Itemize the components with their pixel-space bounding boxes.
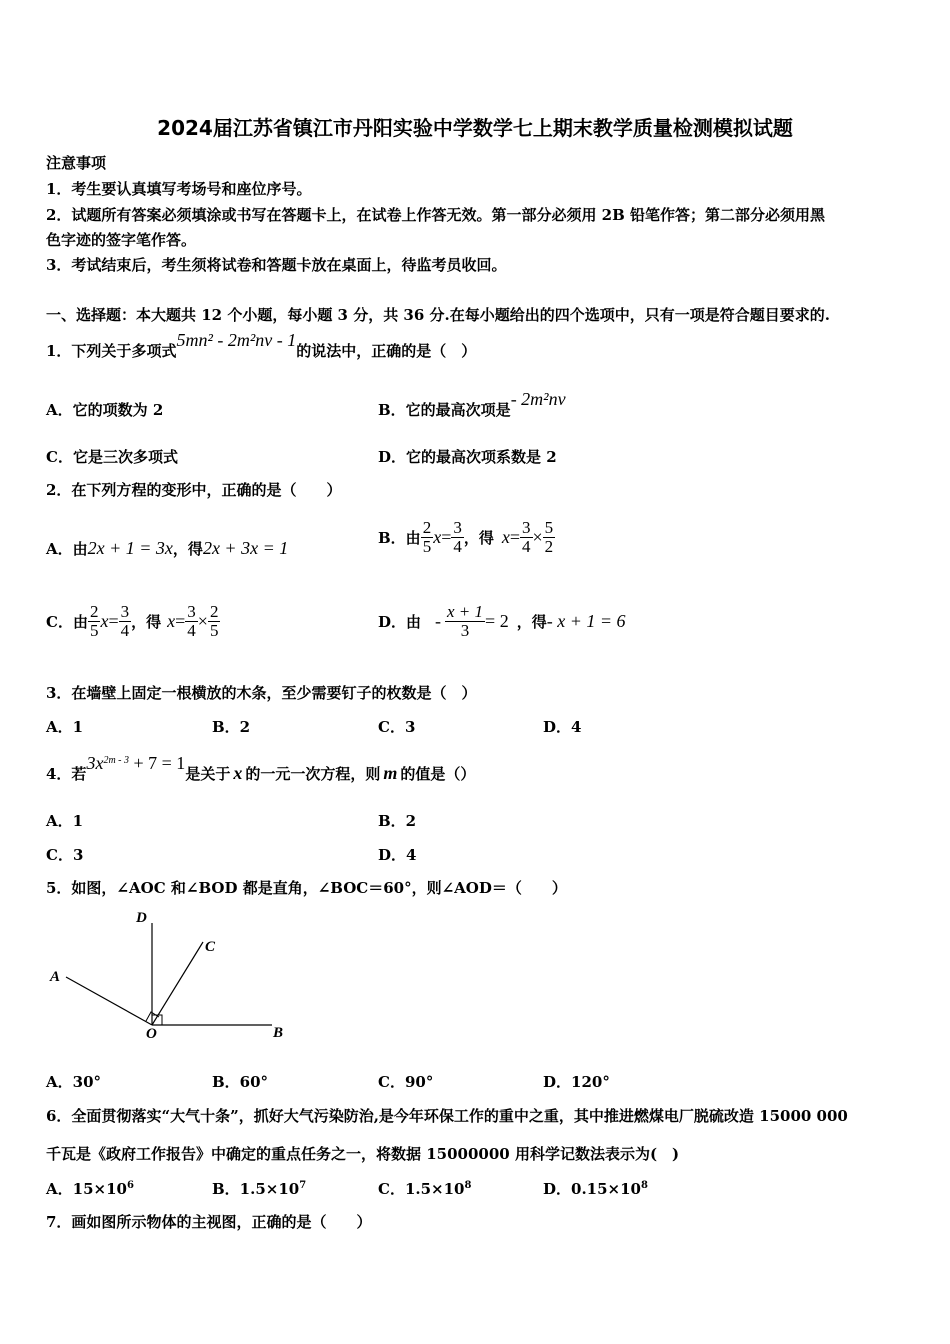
q6-c-text: C．1.5×10 xyxy=(378,1180,465,1198)
q1-stem xyxy=(46,330,477,361)
q4-post1: 是关于 xyxy=(185,765,231,783)
q6-a-text: A．15×10 xyxy=(46,1180,127,1198)
q4-var-x: x xyxy=(233,763,243,783)
label-c: C xyxy=(205,939,216,955)
q2-d-minus: - xyxy=(435,610,442,631)
q2-b-label: B．由 xyxy=(378,528,421,547)
q2-c-frac2 xyxy=(119,603,132,640)
q2-b-frac2 xyxy=(451,519,464,556)
q2-b-mid: ，得 xyxy=(463,528,494,547)
q6-option-a xyxy=(46,1178,134,1199)
q2-b-frac1 xyxy=(421,519,434,556)
q2-b-frac4 xyxy=(543,519,556,556)
q2-d-mid: ，得 xyxy=(516,612,547,631)
q2-a-label: A．由 xyxy=(46,540,88,558)
label-a: A xyxy=(50,969,61,985)
q2-c-x2: x xyxy=(167,610,176,631)
q2-c-frac4-den: 5 xyxy=(209,620,219,640)
q4-expr-base: 3x xyxy=(86,753,104,773)
q3-option-c: C．3 xyxy=(378,718,416,736)
q1-option-d: D．它的最高次项系数是 2 xyxy=(378,448,557,466)
q2-b-x2: x xyxy=(501,526,510,547)
q2-c-frac2-den: 4 xyxy=(120,620,130,640)
q3-option-a: A．1 xyxy=(46,718,84,736)
q6-option-c xyxy=(378,1178,471,1199)
q2-c-label: C．由 xyxy=(46,612,88,631)
q4-option-d: D．4 xyxy=(378,846,417,864)
q2-a-eq1: 2x + 1 = 3x xyxy=(87,538,173,558)
q2-c-frac4-num: 2 xyxy=(209,601,219,621)
q5-option-d: D．120° xyxy=(543,1073,610,1091)
q6-b-exp: 7 xyxy=(299,1180,307,1191)
q4-pre: 4．若 xyxy=(46,765,87,783)
q5-option-b: B．60° xyxy=(212,1073,269,1091)
q4-option-c: C．3 xyxy=(46,846,84,864)
q2-b-frac1-den: 5 xyxy=(422,536,432,556)
q2-d-eq: = 2 xyxy=(485,610,509,631)
q1-option-b-label: B．它的最高次项是 xyxy=(378,401,511,419)
q2-b-frac4-den: 2 xyxy=(544,536,554,556)
q2-b-frac3 xyxy=(520,519,533,556)
q6-d-exp: 8 xyxy=(640,1180,648,1191)
q2-a-mid: ，得 xyxy=(172,540,203,558)
q2-b-times: × xyxy=(532,526,543,547)
q2-option-c xyxy=(46,596,220,646)
notice-heading: 注意事项 xyxy=(46,154,107,172)
q2-b-eq: = xyxy=(441,526,452,547)
q2-c-mid: ，得 xyxy=(131,612,162,631)
q2-c-times: × xyxy=(197,610,208,631)
q1-option-a: A．它的项数为 2 xyxy=(46,401,164,419)
q2-c-eq2: = xyxy=(175,610,186,631)
ray-oa xyxy=(66,977,152,1025)
q1-option-b xyxy=(378,389,566,420)
notice-item-2: 2．试题所有答案必须填涂或书写在答题卡上，在试卷上作答无效。第一部分必须用 2B 铅笔作答；第二部分必须用黑 xyxy=(46,206,826,224)
q3-stem: 3．在墙壁上固定一根横放的木条，至少需要钉子的枚数是（ ） xyxy=(46,684,477,702)
q6-option-b xyxy=(212,1178,306,1199)
ray-oc xyxy=(152,942,203,1025)
q1-option-c: C．它是三次多项式 xyxy=(46,448,178,466)
q2-b-x: x xyxy=(433,526,442,547)
q4-stem xyxy=(46,753,476,784)
q5-option-a: A．30° xyxy=(46,1073,102,1091)
q2-b-frac1-num: 2 xyxy=(422,517,432,537)
q2-d-eq2: - x + 1 = 6 xyxy=(546,610,626,631)
label-o: O xyxy=(146,1026,157,1042)
q2-c-frac1-den: 5 xyxy=(89,620,99,640)
q2-d-label: D．由 xyxy=(378,612,422,631)
q5-stem: 5．如图，∠AOC 和∠BOD 都是直角，∠BOC＝60°，则∠AOD＝（ ） xyxy=(46,879,567,897)
q2-c-x: x xyxy=(100,610,109,631)
notice-item-3: 3．考试结束后，考生须将试卷和答题卡放在桌面上，待监考员收回。 xyxy=(46,256,507,274)
q2-c-frac3-num: 3 xyxy=(187,601,196,621)
q6-c-exp: 8 xyxy=(464,1180,472,1191)
q2-c-frac1 xyxy=(88,603,101,640)
q2-b-frac2-den: 4 xyxy=(453,536,462,556)
q6-a-exp: 6 xyxy=(126,1180,134,1191)
q2-b-eq2: = xyxy=(509,526,521,547)
q2-option-a xyxy=(46,538,288,559)
q6-d-text: D．0.15×10 xyxy=(543,1180,641,1198)
q2-d-frac-num: x + 1 xyxy=(447,601,484,621)
q1-option-b-expr: - 2m²nv xyxy=(510,389,566,409)
label-d: D xyxy=(136,910,147,926)
q2-c-frac3-den: 4 xyxy=(187,620,196,640)
notice-item-1: 1．考生要认真填写考场号和座位序号。 xyxy=(46,180,312,198)
q2-c-frac3 xyxy=(185,603,198,640)
q6-stem-line1: 6．全面贯彻落实“大气十条”，抓好大气污染防治,是今年环保工作的重中之重，其中推进燃煤电厂脱硫改造 15000 000 xyxy=(46,1107,848,1125)
q4-post2: 的一元一次方程，则 xyxy=(245,765,381,783)
q2-a-eq2: 2x + 3x = 1 xyxy=(202,538,289,558)
q2-b-frac3-den: 4 xyxy=(522,536,531,556)
q2-c-frac2-num: 3 xyxy=(120,601,130,621)
q2-b-frac2-num: 3 xyxy=(453,517,462,537)
q2-b-frac3-num: 3 xyxy=(522,517,531,537)
q5-angle-figure xyxy=(40,905,300,1045)
label-b: B xyxy=(273,1025,284,1041)
q6-stem-line2: 千瓦是《政府工作报告》中确定的重点任务之一，将数据 15000000 用科学记数法表示为( ) xyxy=(46,1145,680,1163)
q2-b-frac4-num: 5 xyxy=(544,517,554,537)
q6-b-text: B．1.5×10 xyxy=(212,1180,300,1198)
q7-stem: 7．画如图所示物体的主视图，正确的是（ ） xyxy=(46,1213,372,1231)
q2-d-frac xyxy=(445,603,485,640)
q3-option-b: B．2 xyxy=(212,718,251,736)
q2-c-eq: = xyxy=(108,610,119,631)
q4-expr-rest: + 7 = 1 xyxy=(129,753,186,773)
q2-c-frac4 xyxy=(208,603,221,640)
q3-option-d: D．4 xyxy=(543,718,582,736)
q5-option-c: C．90° xyxy=(378,1073,434,1091)
q1-expr: 5mn² - 2m²nv - 1 xyxy=(176,330,297,350)
q1-pre: 1．下列关于多项式 xyxy=(46,342,177,360)
q4-expr-exp: 2m - 3 xyxy=(103,755,129,766)
q4-option-a: A．1 xyxy=(46,812,84,830)
page-title: 2024届江苏省镇江市丹阳实验中学数学七上期末教学质量检测模拟试题 xyxy=(157,116,793,140)
q2-c-frac1-num: 2 xyxy=(89,601,99,621)
q2-d-frac-den: 3 xyxy=(460,620,470,640)
section-heading: 一、选择题：本大题共 12 个小题，每小题 3 分，共 36 分.在每小题给出的四个选项中，只有一项是符合题目要求的. xyxy=(46,306,830,324)
q4-var-m: m xyxy=(383,763,398,783)
q2-option-d xyxy=(378,596,626,646)
q2-stem: 2．在下列方程的变形中，正确的是（ ） xyxy=(46,481,342,499)
q4-post3: 的值是（） xyxy=(400,765,476,783)
q6-option-d xyxy=(543,1178,648,1199)
q4-option-b: B．2 xyxy=(378,812,417,830)
q2-option-b xyxy=(378,512,555,562)
notice-item-2-cont: 色字迹的签字笔作答。 xyxy=(46,231,197,249)
q1-post: 的说法中，正确的是（ ） xyxy=(296,342,477,360)
